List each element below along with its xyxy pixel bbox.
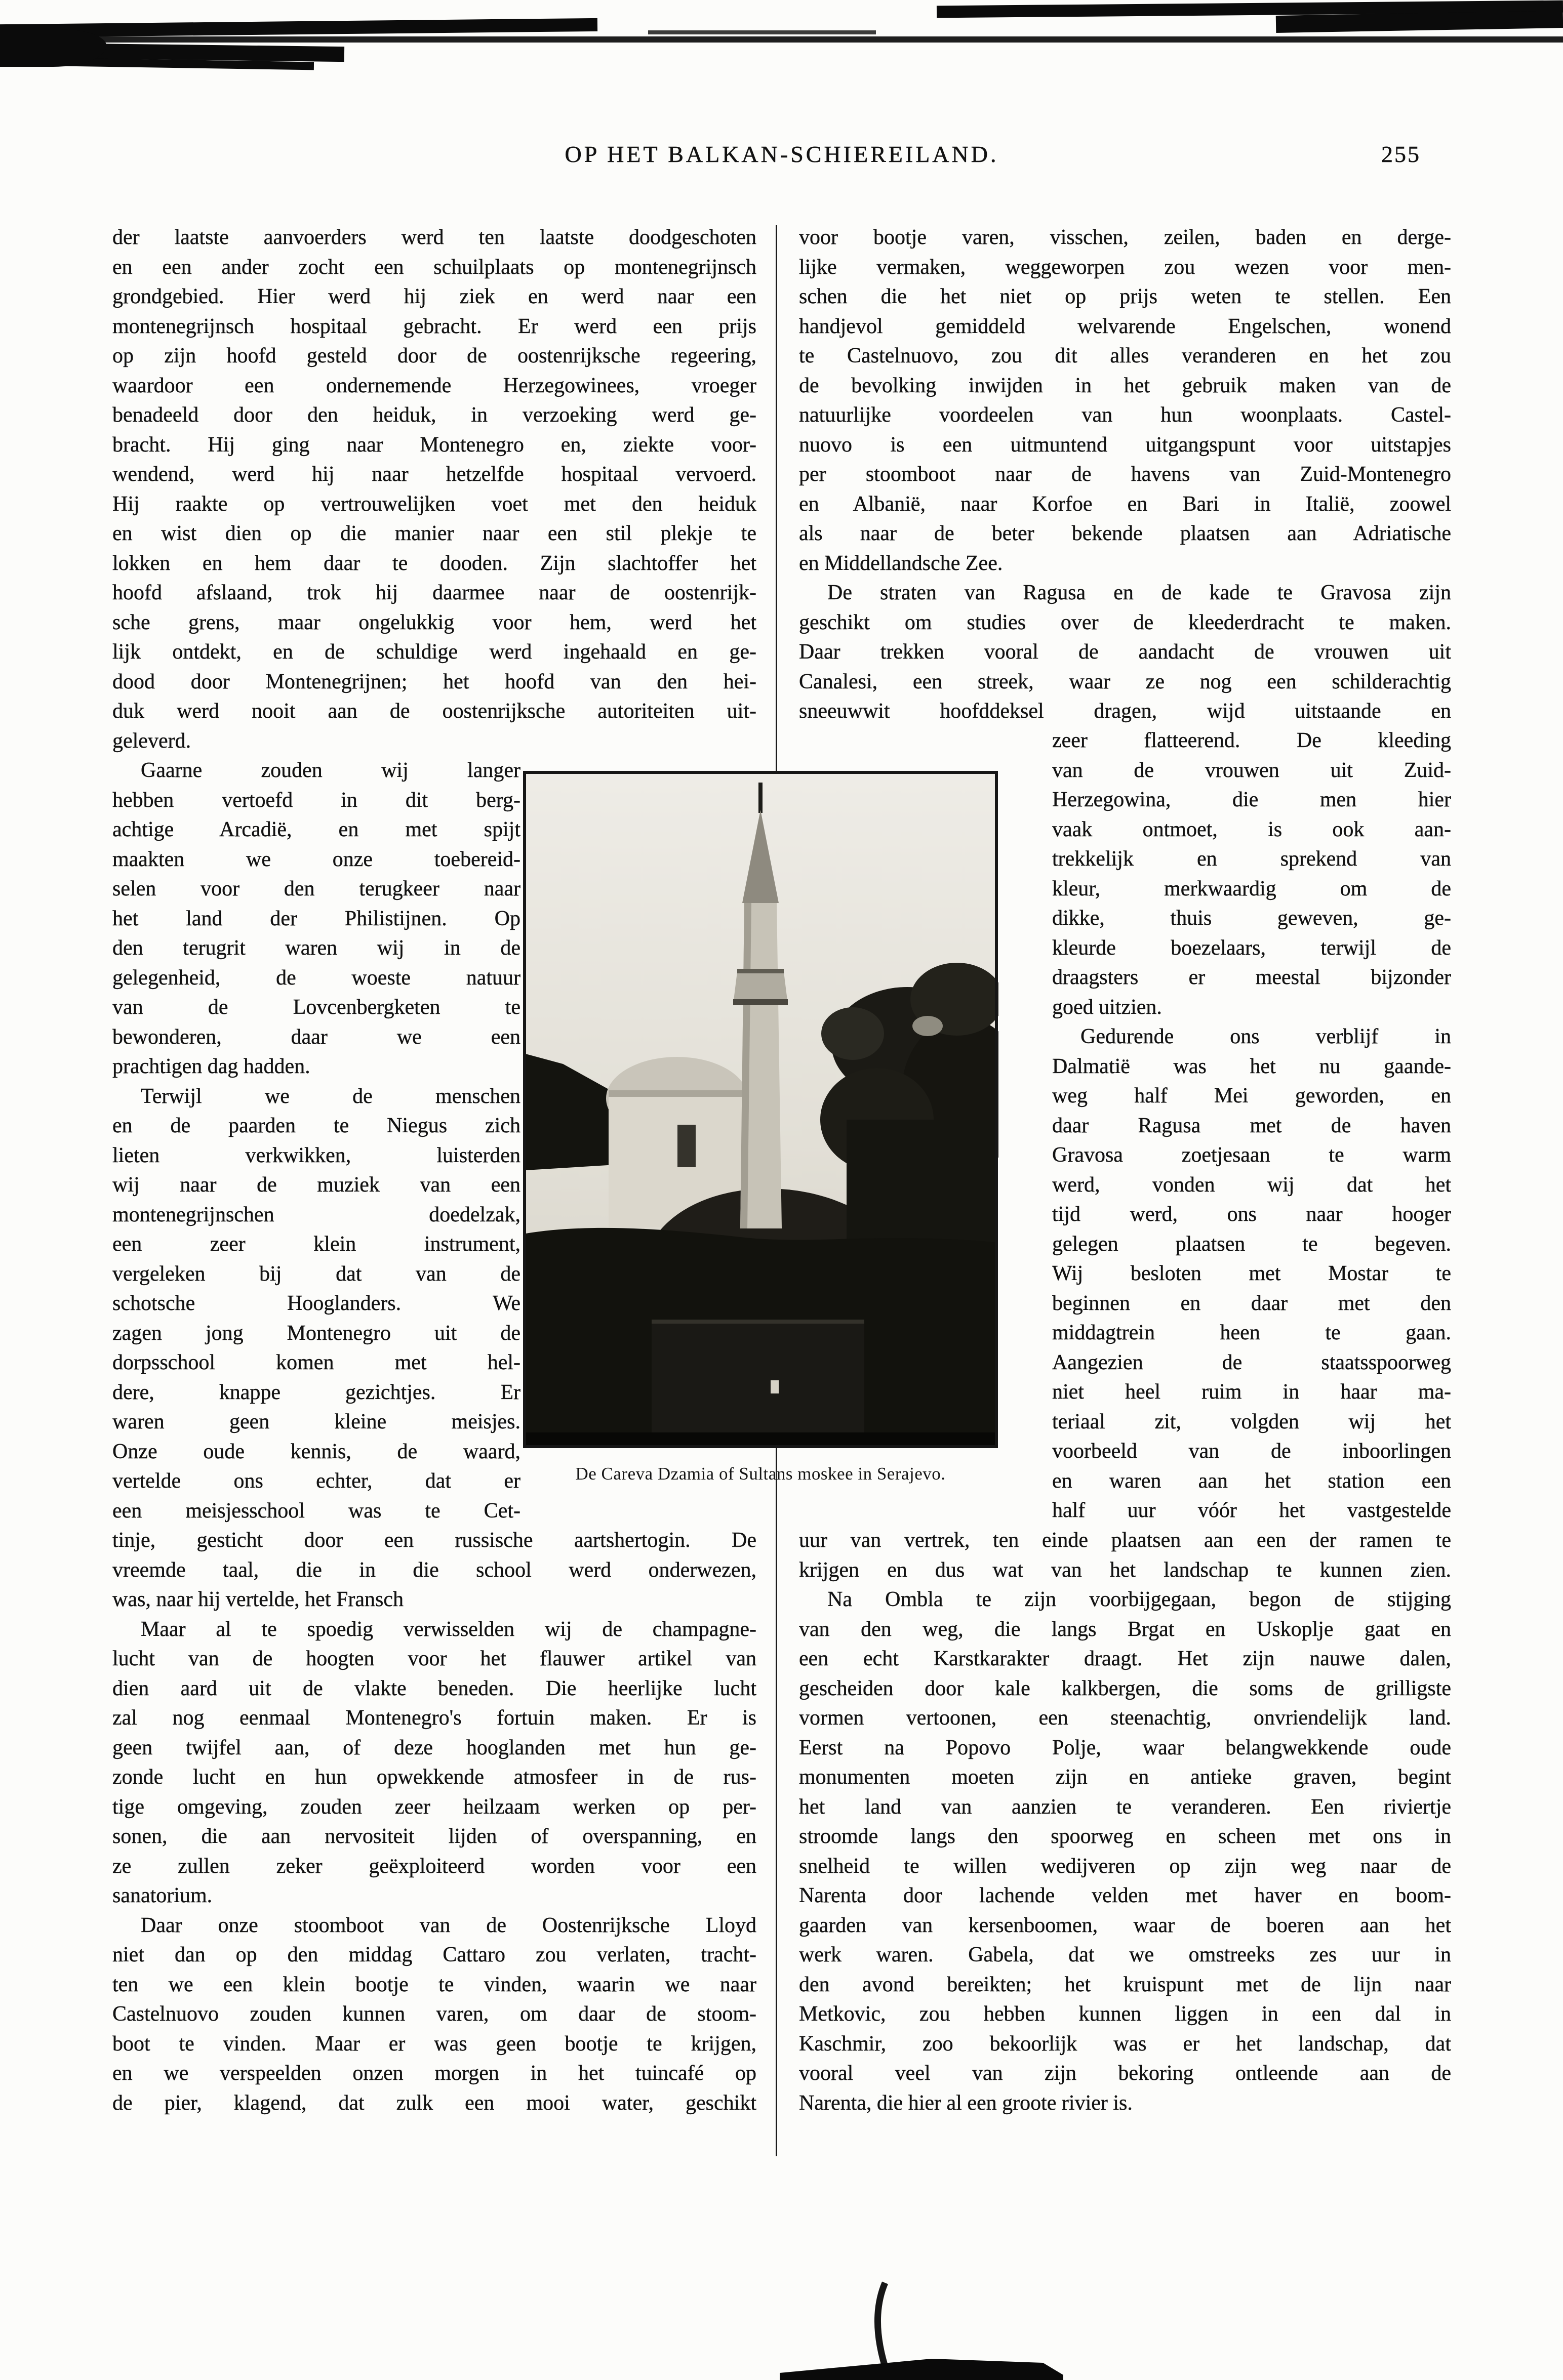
text-line: waardoor een ondernemende Herzegowinees, vroeger (112, 374, 756, 397)
text-line: duk werd nooit aan de oostenrijksche autoriteiten uit- (112, 700, 756, 723)
text-line: krijgen en dus wat van het landschap te kunnen zien. (799, 1558, 1451, 1582)
text-line: niet dan op den middag Cattaro zou verlaten, tracht- (112, 1943, 756, 1966)
text-line: monumenten moeten zijn en antieke graven, begint (799, 1766, 1451, 1789)
text-line: de pier, klagend, dat zulk een mooi water, geschikt (112, 2091, 756, 2115)
text-line: kleur, merkwaardig om de (1052, 877, 1451, 900)
text-line: vertelde ons echter, dat er (112, 1469, 520, 1493)
text-line: per stoomboot naar de havens van Zuid-Montenegro (799, 463, 1451, 486)
text-line: schen die het niet op prijs weten te stellen. Een (799, 285, 1451, 308)
text-line: voor bootje varen, visschen, zeilen, baden en derge- (799, 226, 1451, 249)
text-line: Onze oude kennis, de waard, (112, 1440, 520, 1463)
text-line: ten we een klein bootje te vinden, waarin we naar (112, 1973, 756, 1996)
scan-artifact (648, 30, 876, 34)
text-line: vergeleken bij dat van de (112, 1262, 520, 1286)
text-line: bracht. Hij ging naar Montenegro en, ziekte voor- (112, 433, 756, 457)
text-line: vaak ontmoet, is ook aan- (1052, 817, 1451, 841)
text-line: vooral veel van zijn bekoring ontleende aan de (799, 2062, 1451, 2085)
text-line: als naar de beter bekende plaatsen aan Adriatische (799, 522, 1451, 545)
text-line: maakten we onze toebereid- (112, 847, 520, 871)
text-line: op zijn hoofd gesteld door de oostenrijksche regeering, (112, 344, 756, 367)
text-line: Metkovic, zou hebben kunnen liggen in een dal in (799, 2002, 1451, 2026)
text-line: beginnen en daar met den (1052, 1291, 1451, 1315)
mosque-figure (523, 770, 998, 1449)
text-line: sanatorium. (112, 1884, 213, 1907)
text-line: en Middellandsche Zee. (799, 551, 1003, 575)
text-line: geschikt om studies over de kleederdracht te maken. (799, 610, 1451, 634)
text-line: Gravosa zoetjesaan te warm (1052, 1143, 1451, 1167)
text-line: en een ander zocht een schuilplaats op montenegrijnsch (112, 255, 756, 279)
text-line: en Albanië, naar Korfoe en Bari in Italië, zoowel (799, 492, 1451, 516)
text-line: handjevol gemiddeld welvarende Engelschen, wonend (799, 314, 1451, 338)
text-line: was, naar hij vertelde, het Fransch (112, 1588, 404, 1611)
text-line: Dalmatië was het nu gaande- (1052, 1054, 1451, 1078)
text-line: lijke vermaken, weggeworpen zou wezen voor men- (799, 255, 1451, 279)
text-line: daar Ragusa met de haven (1052, 1114, 1451, 1137)
text-line: snelheid te willen wedijveren op zijn weg naar de (799, 1854, 1451, 1878)
text-line: lijk ontdekt, en de schuldige werd ingehaald en ge- (112, 640, 756, 664)
text-line: middagtrein heen te gaan. (1052, 1321, 1451, 1344)
text-line: Na Ombla te zijn voorbijgegaan, begon de stijging (827, 1588, 1451, 1611)
page-number: 255 (1381, 141, 1421, 167)
text-line: Aangezien de staatsspoorweg (1052, 1350, 1451, 1374)
text-line: Narenta door lachende velden met haver en boom- (799, 1884, 1451, 1907)
text-line: vreemde taal, die in die school werd onderwezen, (112, 1558, 756, 1582)
text-line: van den weg, die langs Brgat en Uskoplje gaat en (799, 1617, 1451, 1641)
text-column-left-top (112, 223, 756, 756)
text-line: een zeer klein instrument, (112, 1233, 520, 1256)
text-line: nuovo is een uitmuntend uitgangspunt voor uitstapjes (799, 433, 1451, 457)
text-line: werk waren. Gabela, dat we omstreeks zes uur in (799, 1943, 1451, 1966)
text-line: hebben vertoefd in dit berg- (112, 788, 520, 812)
text-line: van de vrouwen uit Zuid- (1052, 758, 1451, 782)
text-line: tinje, gesticht door een russische aartshertogin. De (112, 1529, 756, 1552)
text-line: dien aard uit de vlakte beneden. Die heerlijke lucht (112, 1676, 756, 1700)
text-line: gaarden van kersenboomen, waar de boeren aan het (799, 1913, 1451, 1937)
text-column-right-top (799, 223, 1451, 726)
text-line: van de Lovcenbergketen te (112, 996, 520, 1019)
text-line: Castelnuovo zouden kunnen varen, om daar de stoom- (112, 2002, 756, 2026)
text-line: het land der Philistijnen. Op (112, 907, 520, 930)
text-line: niet heel ruim in haar ma- (1052, 1380, 1451, 1404)
text-line: gelegenheid, de woeste natuur (112, 966, 520, 990)
text-line: montenegrijnsch hospitaal gebracht. Er werd een prijs (112, 314, 756, 338)
text-line: hoofd afslaand, trok hij daarmee naar de oostenrijk- (112, 581, 756, 604)
text-line: boot te vinden. Maar er was geen bootje te krijgen, (112, 2032, 756, 2056)
text-line: der laatste aanvoerders werd ten laatste doodgeschoten (112, 226, 756, 249)
text-line: dere, knappe gezichtjes. Er (112, 1380, 520, 1404)
text-line: dood door Montenegrijnen; het hoofd van den hei- (112, 670, 756, 693)
text-line: natuurlijke voordeelen van hun woonplaats. Castel- (799, 403, 1451, 427)
text-line: en we verspeelden onzen morgen in het tuincafé op (112, 2062, 756, 2085)
text-line: trekkelijk en sprekend van (1052, 847, 1451, 871)
text-line: Wij besloten met Mostar te (1052, 1262, 1451, 1285)
text-column-right-bottom (799, 1526, 1451, 2118)
text-line: stroomde langs den spoorweg en scheen met ons in (799, 1825, 1451, 1848)
text-line: te Castelnuovo, zou dit alles veranderen en het zou (799, 344, 1451, 367)
text-line: geleverd. (112, 729, 191, 753)
text-column-left-bottom (112, 1526, 756, 2118)
text-line: zeer flatteerend. De kleeding (1052, 729, 1451, 752)
text-line: tige omgeving, zouden zeer heilzaam werken op per- (112, 1795, 756, 1819)
text-line: tijd werd, ons naar hooger (1052, 1203, 1451, 1226)
text-line: half uur vóór het vastgestelde (1052, 1499, 1451, 1522)
text-line: dikke, thuis geweven, ge- (1052, 907, 1451, 930)
mosque-photo (523, 770, 998, 1449)
text-line: Kaschmir, zoo bekoorlijk was er het landschap, dat (799, 2032, 1451, 2056)
page-header-title: OP HET BALKAN-SCHIEREILAND. (565, 141, 999, 167)
text-line: lucht van de hoogten voor het flauwer artikel van (112, 1647, 756, 1670)
text-line: ze zullen zeker geëxploiteerd worden voor een (112, 1854, 756, 1878)
text-line: zal nog eenmaal Montenegro's fortuin maken. Er is (112, 1706, 756, 1730)
text-line: Maar al te spoedig verwisselden wij de champagne- (141, 1617, 756, 1641)
text-line: weg half Mei geworden, en (1052, 1084, 1451, 1107)
text-line: dorpsschool komen met hel- (112, 1351, 520, 1374)
text-line: Gedurende ons verblijf in (1080, 1025, 1451, 1048)
text-line: sche grens, maar ongelukkig voor hem, werd het (112, 610, 756, 634)
text-line: draagsters er meestal bijzonder (1052, 966, 1451, 989)
text-line: lieten verkwikken, luisterden (112, 1143, 520, 1167)
text-line: kleurde boezelaars, terwijl de (1052, 936, 1451, 960)
text-line: den terugrit waren wij in de (112, 936, 520, 960)
text-line: montenegrijnschen doedelzak, (112, 1203, 520, 1226)
text-line: het land van aanzien te veranderen. Een riviertje (799, 1795, 1451, 1819)
text-line: Eerst na Popovo Polje, waar belangwekkende oude (799, 1736, 1451, 1759)
text-line: en de paarden te Niegus zich (112, 1114, 520, 1137)
text-line: uur van vertrek, ten einde plaatsen aan een der ramen te (799, 1529, 1451, 1552)
text-line: en waren aan het station een (1052, 1469, 1451, 1493)
text-line: Narenta, die hier al een groote rivier is. (799, 2091, 1133, 2115)
text-line: den avond bereikten; het kruispunt met de lijn naar (799, 1973, 1451, 1996)
text-line: selen voor den terugkeer naar (112, 877, 520, 900)
text-line: sonen, die aan nervositeit lijden of overspanning, en (112, 1825, 756, 1848)
text-line: een meisjesschool was te Cet- (112, 1499, 520, 1523)
text-line: en wist dien op die manier naar een stil plekje te (112, 522, 756, 545)
text-line: Terwijl we de menschen (141, 1084, 520, 1108)
text-line: wij naar de muziek van een (112, 1173, 520, 1197)
text-line: benadeeld door den heiduk, in verzoeking werd ge- (112, 403, 756, 427)
text-line: grondgebied. Hier werd hij ziek en werd naar een (112, 285, 756, 308)
text-line: Herzegowina, die men hier (1052, 788, 1451, 811)
figure-caption: De Careva Dzamia of Sultans moskee in Serajevo. (575, 1464, 946, 1484)
text-line: waren geen kleine meisjes. (112, 1410, 520, 1433)
text-line: de bevolking inwijden in het gebruik maken van de (799, 374, 1451, 397)
text-line: vormen vertoonen, een steenachtig, onvriendelijk land. (799, 1706, 1451, 1730)
scan-artifact (0, 36, 1563, 43)
text-line: Canalesi, een streek, waar ze nog een schilderachtig (799, 670, 1451, 693)
text-line: Daar onze stoomboot van de Oostenrijksche Lloyd (141, 1913, 756, 1937)
text-line: schotsche Hooglanders. We (112, 1292, 520, 1315)
text-line: lokken en hem daar te dooden. Zijn slachtoffer het (112, 551, 756, 575)
text-line: De straten van Ragusa en de kade te Gravosa zijn (827, 581, 1451, 604)
text-line: zagen jong Montenegro uit de (112, 1321, 520, 1345)
text-line: geen twijfel aan, of deze hooglanden met hun ge- (112, 1736, 756, 1759)
text-line: gescheiden door kale kalkbergen, die soms de grilligste (799, 1676, 1451, 1700)
text-column-left-narrow (112, 756, 520, 1526)
text-line: teriaal zit, volgden wij het (1052, 1410, 1451, 1433)
text-line: bewonderen, daar we een (112, 1025, 520, 1049)
text-line: Daar trekken vooral de aandacht de vrouwen uit (799, 640, 1451, 664)
text-line: zonde lucht en hun opwekkende atmosfeer in de rus- (112, 1766, 756, 1789)
text-line: gelegen plaatsen te begeven. (1052, 1232, 1451, 1256)
text-line: Gaarne zouden wij langer (141, 759, 520, 782)
text-line: prachtigen dag hadden. (112, 1055, 310, 1078)
text-line: wendend, werd hij naar hetzelfde hospitaal vervoerd. (112, 463, 756, 486)
text-line: Hij raakte op vertrouwelijken voet met den heiduk (112, 492, 756, 516)
text-line: goed uitzien. (1052, 995, 1162, 1019)
text-line: een echt Karstkarakter draagt. Het zijn nauwe dalen, (799, 1647, 1451, 1670)
text-line: achtige Arcadië, en met spijt (112, 818, 520, 841)
text-line: werd, vonden wij dat het (1052, 1173, 1451, 1197)
ink-smudge (780, 2274, 1063, 2380)
text-line: sneeuwwit hoofddeksel dragen, wijd uitstaande en (799, 700, 1451, 723)
text-column-right-narrow (1052, 726, 1451, 1526)
text-line: voorbeeld van de inboorlingen (1052, 1440, 1451, 1463)
